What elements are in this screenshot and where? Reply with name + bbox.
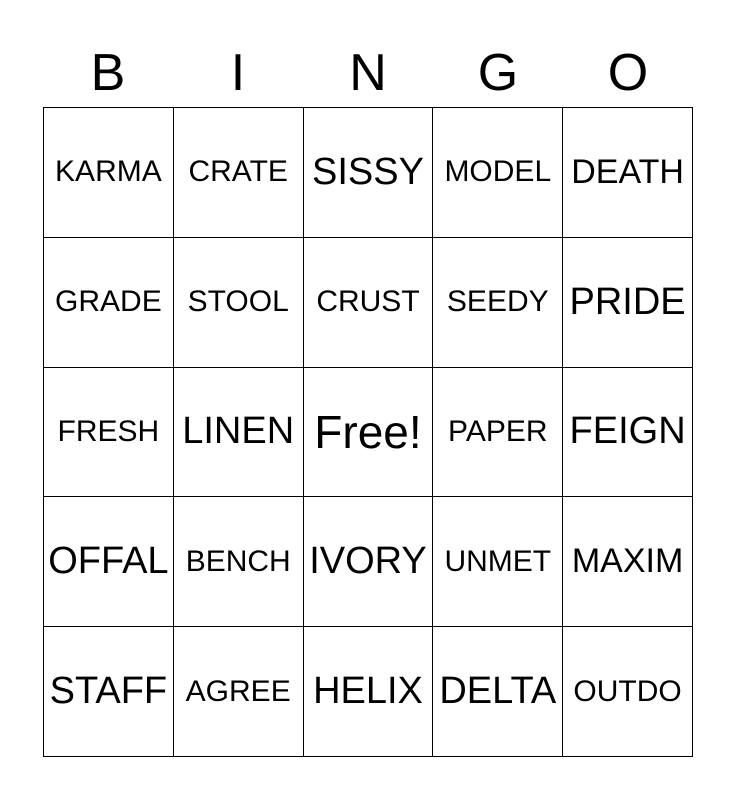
bingo-cell: SISSY [304, 108, 434, 238]
header-letter-g: G [477, 44, 519, 102]
bingo-cell: UNMET [433, 497, 563, 627]
bingo-cell: STAFF [44, 627, 174, 757]
bingo-cell: PRIDE [563, 238, 693, 368]
bingo-cell: KARMA [44, 108, 174, 238]
free-space-cell: Free! [304, 368, 434, 498]
bingo-cell: AGREE [174, 627, 304, 757]
bingo-cell: FRESH [44, 368, 174, 498]
bingo-cell: FEIGN [563, 368, 693, 498]
header-letter-n: N [349, 44, 387, 102]
bingo-cell: IVORY [304, 497, 434, 627]
bingo-cell: STOOL [174, 238, 304, 368]
header-letter-o: O [607, 44, 649, 102]
bingo-cell: PAPER [433, 368, 563, 498]
bingo-cell: CRATE [174, 108, 304, 238]
bingo-cell: SEEDY [433, 238, 563, 368]
header-letter-i: I [230, 44, 246, 102]
bingo-cell: HELIX [304, 627, 434, 757]
bingo-cell: DELTA [433, 627, 563, 757]
bingo-cell: BENCH [174, 497, 304, 627]
bingo-header [43, 40, 693, 106]
bingo-cell: GRADE [44, 238, 174, 368]
bingo-cell: OFFAL [44, 497, 174, 627]
bingo-cell: LINEN [174, 368, 304, 498]
bingo-cell: OUTDO [563, 627, 693, 757]
header-letter-b: B [90, 44, 126, 102]
bingo-cell: DEATH [563, 108, 693, 238]
bingo-grid [43, 107, 693, 757]
bingo-cell: MODEL [433, 108, 563, 238]
bingo-cell: MAXIM [563, 497, 693, 627]
bingo-cell: CRUST [304, 238, 434, 368]
